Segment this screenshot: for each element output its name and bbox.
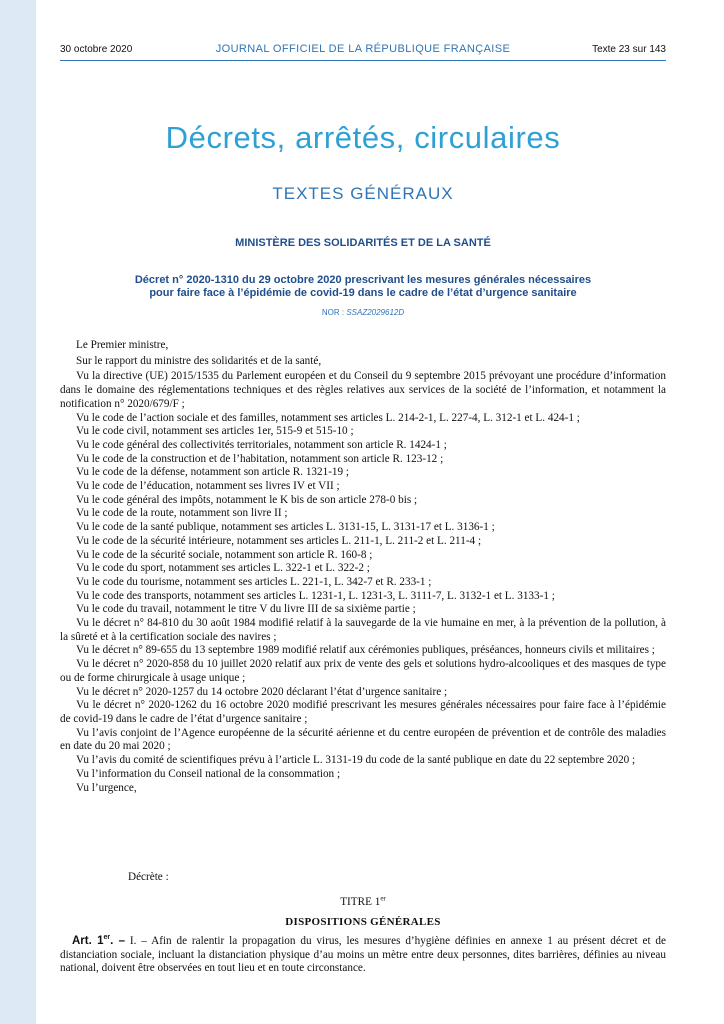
section-subtitle: TEXTES GÉNÉRAUX xyxy=(272,184,454,203)
decree-title-line: Décret n° 2020-1310 du 29 octobre 2020 prescrivant les mesures générales nécessaires xyxy=(134,274,592,286)
visa-paragraph: Vu l’avis conjoint de l’Agence européenne de la sécurité aérienne et du centre européen de prévention et de contrôle des maladies en date du 20 mai 2020 ; xyxy=(60,726,666,753)
article-1 xyxy=(60,935,666,976)
header-page-reference: Texte 23 sur 143 xyxy=(592,44,666,55)
nor-reference xyxy=(60,308,666,317)
visa-paragraph: Vu le décret n° 2020-858 du 10 juillet 2020 relatif aux prix de vente des gels et solutions hydro-alcooliques et des masques de type ou de forme chirurgicale à usage unique ; xyxy=(60,658,666,684)
title-heading-text: TITRE 1 xyxy=(340,896,381,908)
ministry-name: MINISTÈRE DES SOLIDARITÉS ET DE LA SANTÉ xyxy=(235,237,491,249)
visa-paragraph: Vu le décret n° 84-810 du 30 août 1984 modifié relatif à la sauvegarde de la vie humaine en mer, à la prévention de la pollution, à la sûreté et à la certification sociale des navires ; xyxy=(60,617,666,643)
visa-paragraph: Vu le code de la défense, notamment son article R. 1321-19 ; xyxy=(76,466,350,479)
decrete-statement: Décrète : xyxy=(128,871,169,883)
left-margin-band xyxy=(0,0,36,1024)
visa-paragraph: Vu l’urgence, xyxy=(76,781,137,794)
header-journal-name: JOURNAL OFFICIEL DE LA RÉPUBLIQUE FRANÇAISE xyxy=(215,43,511,55)
visa-paragraph: Vu le code civil, notamment ses articles 1er, 515-9 et 515-10 ; xyxy=(76,425,354,438)
header-date: 30 octobre 2020 xyxy=(60,44,133,55)
visa-paragraph: Vu le code de la sécurité intérieure, notamment ses articles L. 211-1, L. 211-2 et L. 211-4 ; xyxy=(76,534,482,547)
visa-paragraph: Vu le décret n° 2020-1262 du 16 octobre 2020 modifié prescrivant les mesures générales nécessaires pour faire face à l’épidémie de covid-19 dans le cadre de l’état d’urgence sanitaire ; xyxy=(60,699,666,725)
article-label-text: Art. 1 xyxy=(72,935,104,947)
decree-title-line: pour faire face à l’épidémie de covid-19 dans le cadre de l’état d’urgence sanitaire xyxy=(149,287,577,299)
header-divider xyxy=(60,60,666,61)
visa-paragraph: Vu le code du sport, notamment ses articles L. 322-1 et L. 322-2 ; xyxy=(76,562,370,575)
visa-paragraph: Vu le code du tourisme, notamment ses articles L. 221-1, L. 342-7 et R. 233-1 ; xyxy=(76,575,432,588)
visa-paragraph: Le Premier ministre, xyxy=(76,339,169,351)
title-heading xyxy=(60,896,666,908)
nor-label: NOR : xyxy=(321,308,347,317)
visa-paragraph: Vu le code général des collectivités territoriales, notamment son article R. 1424-1 ; xyxy=(76,438,447,451)
article-text: I. – Afin de ralentir la propagation du virus, les mesures d’hygiène définies en annexe 1 au présent décret et de distanciation sociale, incluant la distanciation physique d’au moins un mètre entre deux personnes, dites barrières, définies au niveau national, doivent être observées en tout lieu et en toute circonstance. xyxy=(60,935,666,975)
section-title: Décrets, arrêtés, circulaires xyxy=(165,120,561,155)
visa-paragraph: Sur le rapport du ministre des solidarités et de la santé, xyxy=(76,354,322,367)
visa-paragraph: Vu l’avis du comité de scientifiques prévu à l’article L. 3131-19 du code de la santé publique en date du 22 septembre 2020 ; xyxy=(76,754,636,767)
nor-code: SSAZ2029612D xyxy=(346,308,405,317)
article-paragraph xyxy=(60,935,666,976)
visa-paragraph: Vu le code de l’éducation, notamment ses livres IV et VII ; xyxy=(76,480,340,493)
visa-paragraph: Vu le code de la construction et de l’habitation, notamment son article R. 123-12 ; xyxy=(76,452,444,465)
visa-paragraph: Vu l’information du Conseil national de la consommation ; xyxy=(76,767,341,780)
visa-paragraph: Vu le code de la santé publique, notamment ses articles L. 3131-15, L. 3131-17 et L. 3136-1 ; xyxy=(76,521,495,534)
article-label-suffix: . – xyxy=(110,935,125,947)
visa-paragraph: Vu le décret n° 2020-1257 du 14 octobre 2020 déclarant l’état d’urgence sanitaire ; xyxy=(76,685,448,698)
visa-paragraph: Vu le code de l’action sociale et des familles, notamment ses articles L. 214-2-1, L. 227-4, L. 312-1 et L. 424-1 ; xyxy=(76,411,580,424)
page-header xyxy=(60,44,666,58)
visas-block xyxy=(60,339,666,795)
visa-paragraph: Vu le code de la route, notamment son livre II ; xyxy=(76,507,288,520)
article-label xyxy=(72,935,125,947)
dispositions-heading: DISPOSITIONS GÉNÉRALES xyxy=(285,916,441,928)
visa-paragraph: Vu le code de la sécurité sociale, notamment son article R. 160-8 ; xyxy=(76,548,373,561)
article-label-sup: er xyxy=(103,934,111,942)
visa-paragraph: Vu le code du travail, notamment le titre V du livre III de sa sixième partie ; xyxy=(76,603,416,616)
decree-title xyxy=(70,274,656,300)
visa-paragraph: Vu la directive (UE) 2015/1535 du Parlement européen et du Conseil du 9 septembre 2015 prévoyant une procédure d’information dans le domaine des réglementations techniques et des règles relatives aux services de la société de l’information, et notamment la notification n° 2020/679/F ; xyxy=(60,370,666,410)
visa-paragraph: Vu le décret n° 89-655 du 13 septembre 1989 modifié relatif aux cérémonies publiques, préséances, honneurs civils et militaires ; xyxy=(76,644,655,657)
title-heading-sup: er xyxy=(380,894,386,903)
visa-paragraph: Vu le code des transports, notamment ses articles L. 1231-1, L. 1231-3, L. 3111-7, L. 3132-1 et L. 3133-1 ; xyxy=(76,589,555,602)
visa-paragraph: Vu le code général des impôts, notamment le K bis de son article 278-0 bis ; xyxy=(76,493,418,506)
